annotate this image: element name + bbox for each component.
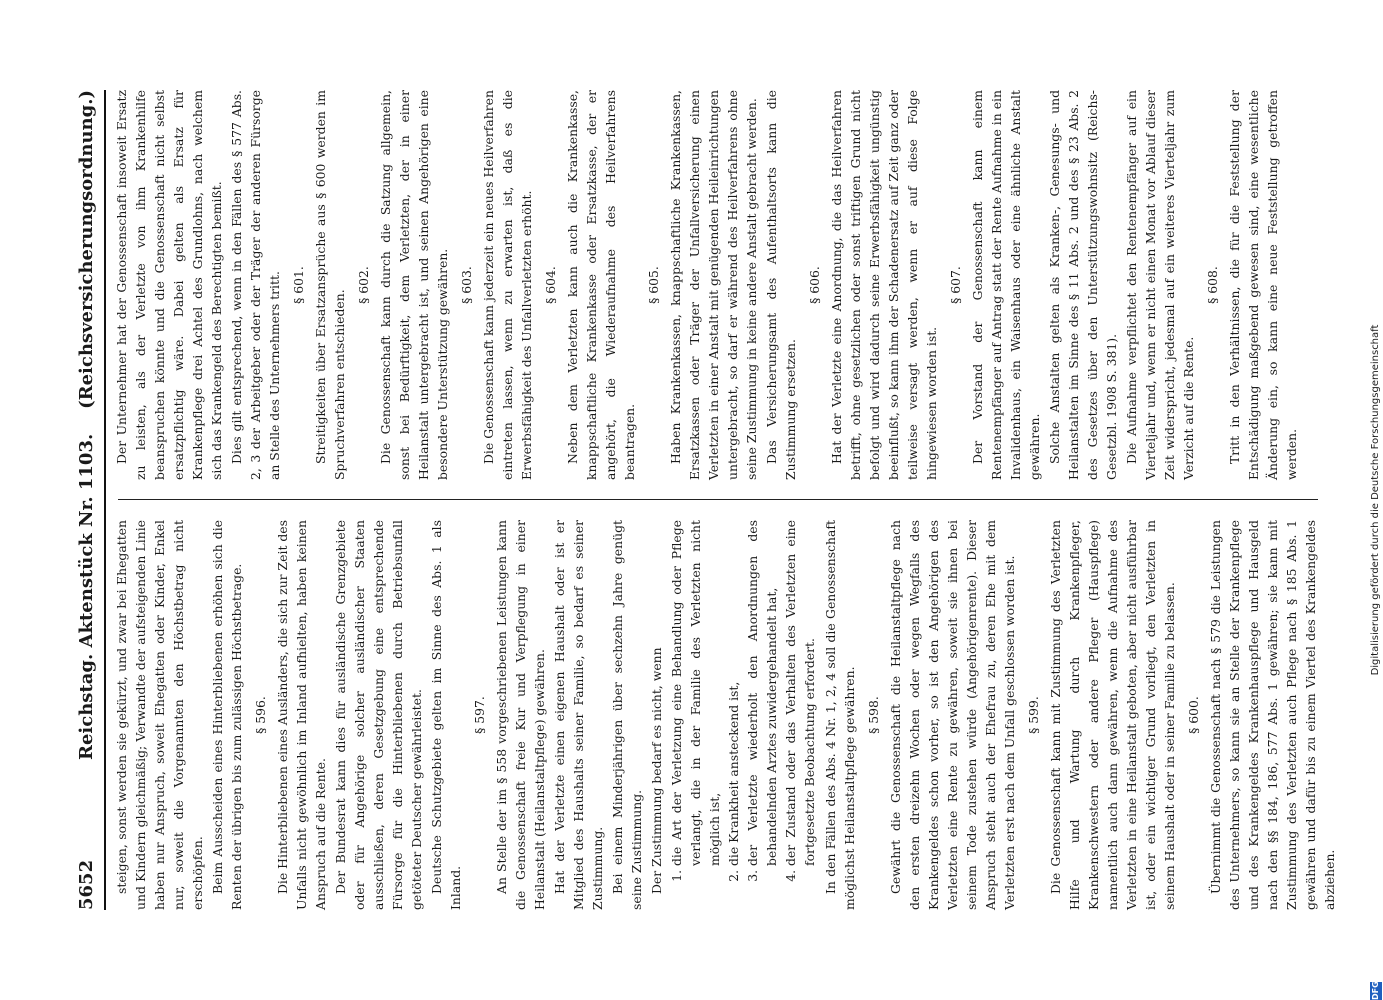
list-item: 2. die Krankheit ansteckend ist,: [724, 520, 743, 866]
numbered-list: [667, 520, 819, 910]
paragraph: Beim Ausscheiden eines Hinterbliebenen erhöhen sich die Renten der übrigen bis zum zulässigen Höchstbetrage.: [210, 520, 244, 910]
footer-credit: Digitalisierung gefördert durch die Deutsche Forschungsgemeinschaft: [1370, 324, 1381, 676]
paragraph: Die Genossenschaft kann mit Zustimmung des Verletzten Hilfe und Wartung durch Krankenpfleger, Krankenschwestern oder andere Pfleger (Hauspflege) namentlich auch dann gewähren, wenn die Aufnahme des Verletzten in eine Heilanstalt geboten, aber nicht ausführbar ist, oder ein wichtiger Grund vorliegt, den Verletzten in seinem Haushalt oder in seiner Familie zu belassen.: [1048, 520, 1177, 910]
paragraph: Übernimmt die Genossenschaft nach § 579 die Leistungen des Unternehmers, so kann sie an Stelle der Krankenpflege und des Krankengeldes Krankenhauspflege und Hausgeld nach den §§ 184, 186, 577 Abs. 1 gewähren; sie kann mit Zustimmung des Verletzten auch Pflege nach § 185 Abs. 1 gewähren und dafür bis zu einem Viertel des Krankengeldes abziehen.: [1208, 520, 1337, 910]
section-heading-597: § 597.: [472, 696, 487, 734]
paragraph: Gewährt die Genossenschaft die Heilanstaltpflege nach den ersten dreizehn Wochen oder wegen Wegfalls des Krankengeldes schon vorher, so ist den Angehörigen des Verletzten eine Rente zu gewähren, soweit sie ihnen bei seinem Tode zustehen würde (Angehörigenrente). Dieser Anspruch steht auch der Ehefrau zu, deren Ehe mit dem Verletzten erst nach dem Unfall geschlossen worden ist.: [888, 520, 1017, 910]
paragraph: Tritt in den Verhältnissen, die für die Feststellung der Entschädigung maßgebend gewesen sind, eine wesentliche Änderung ein, so kann eine neue Feststellung getroffen werden.: [1227, 90, 1299, 480]
section-heading-596: § 596.: [253, 696, 268, 734]
section-heading-605: § 605.: [646, 266, 661, 304]
column-divider: [118, 499, 1318, 500]
paragraph: Hat der Verletzte eine Anordnung, die das Heilverfahren betrifft, ohne gesetzlichen oder sonst triftigen Grund nicht befolgt und wird dadurch seine Erwerbsfähigkeit ungünstig beeinflußt, so kann ihm der Schadenersatz auf Zeit ganz oder teilweise versagt werden, wenn er auf diese Folge hingewiesen worden ist.: [829, 90, 939, 480]
section-heading-607: § 607.: [948, 266, 963, 304]
section-heading-608: § 608.: [1205, 266, 1220, 304]
page-header: [70, 90, 106, 910]
paragraph: Haben Krankenkassen, knappschaftliche Krankenkassen, Ersatzkassen oder Träger der Unfallversicherung einen Verletzten in einer Anstalt mit genügenden Heileinrichtungen untergebracht, so darf er während des Heilverfahrens ohne seine Zustimmung in keine andere Anstalt gebracht werden.: [668, 90, 759, 480]
right-column: [112, 90, 1322, 480]
paragraph: Hat der Verletzte einen eigenen Haushalt oder ist er Mitglied des Haushalts seiner Familie, so bedarf es seiner Zustimmung.: [552, 520, 605, 910]
paragraph: Der Vorstand der Genossenschaft kann einem Rentenempfänger auf Antrag statt der Rente Aufnahme in ein Invalidenhaus, ein Waisenhaus oder eine ähnliche Anstalt gewähren.: [970, 90, 1042, 480]
paragraph: Bei einem Minderjährigen über sechzehn Jahre genügt seine Zustimmung.: [610, 520, 644, 910]
section-heading-606: § 606.: [807, 266, 822, 304]
paragraph: Deutsche Schutzgebiete gelten im Sinne des Abs. 1 als Inland.: [429, 520, 463, 910]
page-number: 5652: [76, 859, 97, 910]
paragraph: steigen, sonst werden sie gekürzt, und zwar bei Ehegatten und Kindern gleichmäßig; Verwandte der aufsteigenden Linie haben nur Anspruch, soweit Ehegatten oder Kinder, Enkel nur, soweit die Vorgenannten den Höchstbetrag nicht erschöpfen.: [114, 520, 205, 910]
paragraph: Die Genossenschaft kann durch die Satzung allgemein, sonst bei Bedürftigkeit, dem Verletzten, der in einer Heilanstalt untergebracht ist, und seinen Angehörigen eine besondere Unterstützung gewähren.: [378, 90, 450, 480]
section-heading-603: § 603.: [459, 266, 474, 304]
paragraph: In den Fällen des Abs. 4 Nr. 1, 2, 4 soll die Genossenschaft möglichst Heilanstaltpflege gewähren.: [823, 520, 857, 910]
dfg-logo: DFG: [1371, 981, 1380, 1000]
left-column: [112, 520, 1337, 910]
section-heading-600: § 600.: [1186, 696, 1201, 734]
header-title: Reichstag. Aktenstück Nr. 1103.: [76, 433, 97, 760]
list-item: 1. die Art der Verletzung eine Behandlung oder Pflege verlangt, die in der Familie des Verletzten nicht möglich ist,: [667, 520, 724, 866]
list-item: 3. der Verletzte wiederholt den Anordnungen des behandelnden Arztes zuwidergehandelt hat,: [743, 520, 781, 866]
paragraph: Dies gilt entsprechend, wenn in den Fällen des § 577 Abs. 2, 3 der Arbeitgeber oder der Träger der anderen Fürsorge an Stelle des Unternehmers tritt.: [229, 90, 282, 480]
list-item: 4. der Zustand oder das Verhalten des Verletzten eine fortgesetzte Beobachtung erfordert.: [781, 520, 819, 866]
paragraph: Die Aufnahme verpflichtet den Rentenempfänger auf ein Vierteljahr und, wenn er nicht einen Monat vor Ablauf dieser Zeit widerspricht, jedesmal auf ein weiteres Vierteljahr zum Verzicht auf die Rente.: [1124, 90, 1196, 480]
header-subtitle: (Reichsversicherungsordnung.): [76, 90, 97, 409]
paragraph: Solche Anstalten gelten als Kranken-, Genesungs- und Heilanstalten im Sinne des § 11 Abs. 2 und des § 23 Abs. 2 des Gesetzes über den Unterstützungswohnsitz (Reichs-Gesetzbl. 1908 S. 381).: [1047, 90, 1119, 480]
section-heading-598: § 598.: [866, 696, 881, 734]
paragraph: Das Versicherungsamt des Aufenthaltsorts kann die Zustimmung ersetzen.: [764, 90, 798, 480]
paragraph: Streitigkeiten über Ersatzansprüche aus § 600 werden im Spruchverfahren entschieden.: [313, 90, 347, 480]
section-heading-602: § 602.: [356, 266, 371, 304]
paragraph: Die Genossenschaft kann jederzeit ein neues Heilverfahren eintreten lassen, wenn zu erwarten ist, daß es die Erwerbsfähigkeit des Unfallverletzten erhöht.: [481, 90, 534, 480]
paragraph: Der Unternehmer hat der Genossenschaft insoweit Ersatz zu leisten, als der Verletzte von ihm Krankenhilfe beanspruchen könnte und die Genossenschaft nicht selbst ersatzpflichtig wäre. Dabei gelten als Ersatz für Krankenpflege drei Achtel des Grundlohns, nach welchem sich das Krankengeld des Berechtigten bemißt.: [114, 90, 224, 480]
paragraph: Der Bundesrat kann dies für ausländische Grenzgebiete oder für Angehörige solcher ausländischer Staaten ausschließen, deren Gesetzgebung eine entsprechende Fürsorge für die Hinterbliebenen durch Betriebsunfall getöteter Deutscher gewährleistet.: [333, 520, 424, 910]
section-heading-599: § 599.: [1026, 696, 1041, 734]
section-heading-604: § 604.: [543, 266, 558, 304]
paragraph: Die Hinterbliebenen eines Ausländers, die sich zur Zeit des Unfalls nicht gewöhnlich im Inland aufhielten, haben keinen Anspruch auf die Rente.: [275, 520, 328, 910]
paragraph: Neben dem Verletzten kann auch die Krankenkasse, knappschaftliche Krankenkasse oder Ersatzkasse, der er angehört, die Wiederaufnahme des Heilverfahrens beantragen.: [565, 90, 637, 480]
section-heading-601: § 601.: [291, 266, 306, 304]
paragraph: An Stelle der im § 558 vorgeschriebenen Leistungen kann die Genossenschaft freie Kur und Verpflegung in einer Heilanstalt (Heilanstaltpflege) gewähren.: [494, 520, 547, 910]
paragraph: Der Zustimmung bedarf es nicht, wenn: [649, 647, 664, 894]
